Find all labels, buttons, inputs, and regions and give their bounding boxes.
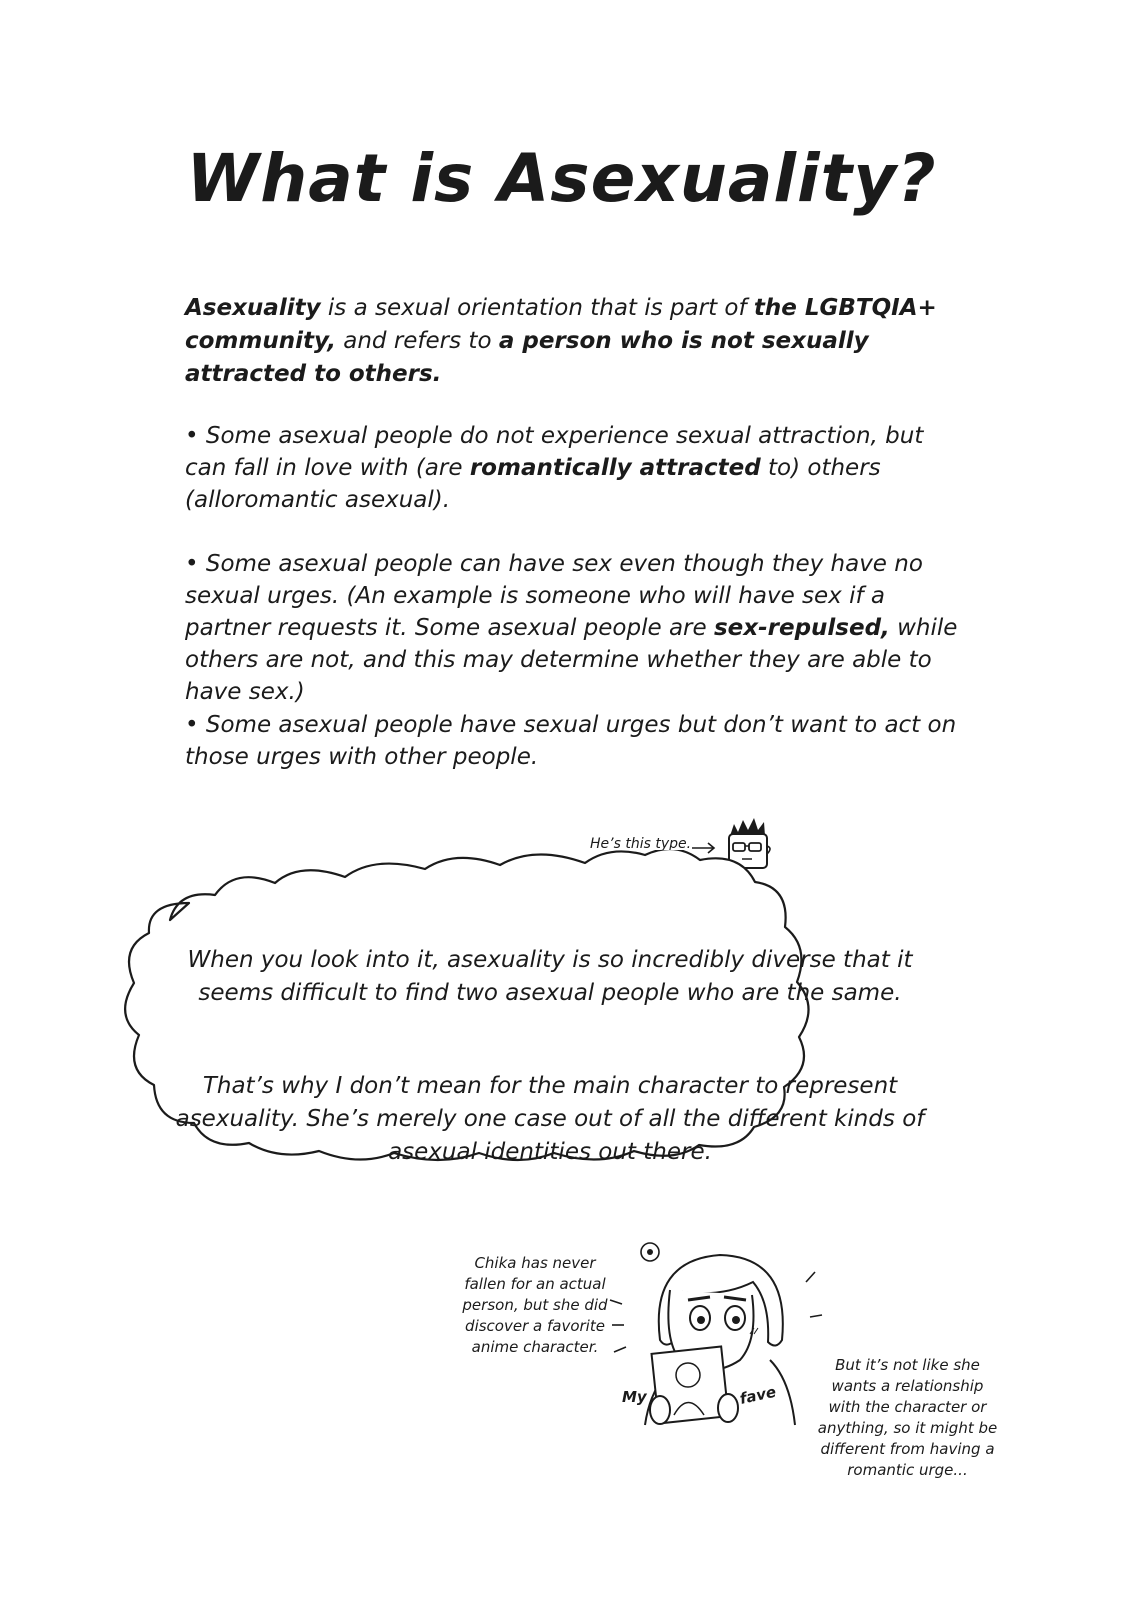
thought-bubble: [110, 850, 1010, 1240]
bubble-paragraph-1: When you look into it, asexuality is so incredibly diverse that it seems difficult to find two asexual people who are the same.: [187, 947, 913, 1006]
flower-icon: [641, 1243, 659, 1261]
intro-text-1: is a sexual orientation that is part of: [320, 295, 754, 321]
intro-text-2: and refers to: [335, 328, 499, 354]
bullet-2-text-1: • Some asexual people can have sex even though they have no sexual urges. (An example is someone who will have sex if a partner requests it. Some asexual people are: [185, 551, 923, 641]
bullet-1-text-2: to) others (alloromantic asexual).: [185, 455, 881, 513]
bullet-3-text: • Some asexual people have sexual urges but don’t want to act on those urges with other people.: [185, 712, 957, 770]
bullet-alloromantic: [185, 420, 965, 516]
bullet-2-emphasis: sex-repulsed,: [713, 615, 890, 641]
intro-term: Asexuality: [185, 295, 321, 321]
bullet-2-text-2: while others are not, and this may determine whether they are able to have sex.): [185, 615, 958, 705]
chika-note: Chika has never fallen for an actual person, but she did discover a favorite anime character.: [462, 1254, 608, 1356]
bullet-urges: [185, 709, 965, 773]
intro-community: the LGBTQIA+ community,: [185, 295, 937, 354]
intro-definition: a person who is not sexually attracted to others.: [185, 328, 869, 387]
bullet-1-text-1: • Some asexual people do not experience sexual attraction, but can fall in love with (are: [185, 423, 924, 481]
bullet-sex-repulsed: [185, 548, 965, 708]
sign-right-text: fave: [738, 1382, 778, 1408]
chika-illustration: [600, 1230, 830, 1430]
romance-note: But it’s not like she wants a relationship with the character or anything, so it might be different from having a romantic urge...: [817, 1356, 998, 1479]
bullet-1-emphasis: romantically attracted: [469, 455, 761, 481]
author-note: He’s this type.: [590, 836, 692, 852]
sign-left-text: My: [622, 1388, 647, 1406]
intro-paragraph: [185, 292, 945, 391]
page-title: What is Asexuality?: [186, 140, 937, 217]
bubble-paragraph-2: That’s why I don’t mean for the main character to represent asexuality. She’s merely one case out of all the different kinds of asexual identities out there.: [175, 1073, 925, 1165]
